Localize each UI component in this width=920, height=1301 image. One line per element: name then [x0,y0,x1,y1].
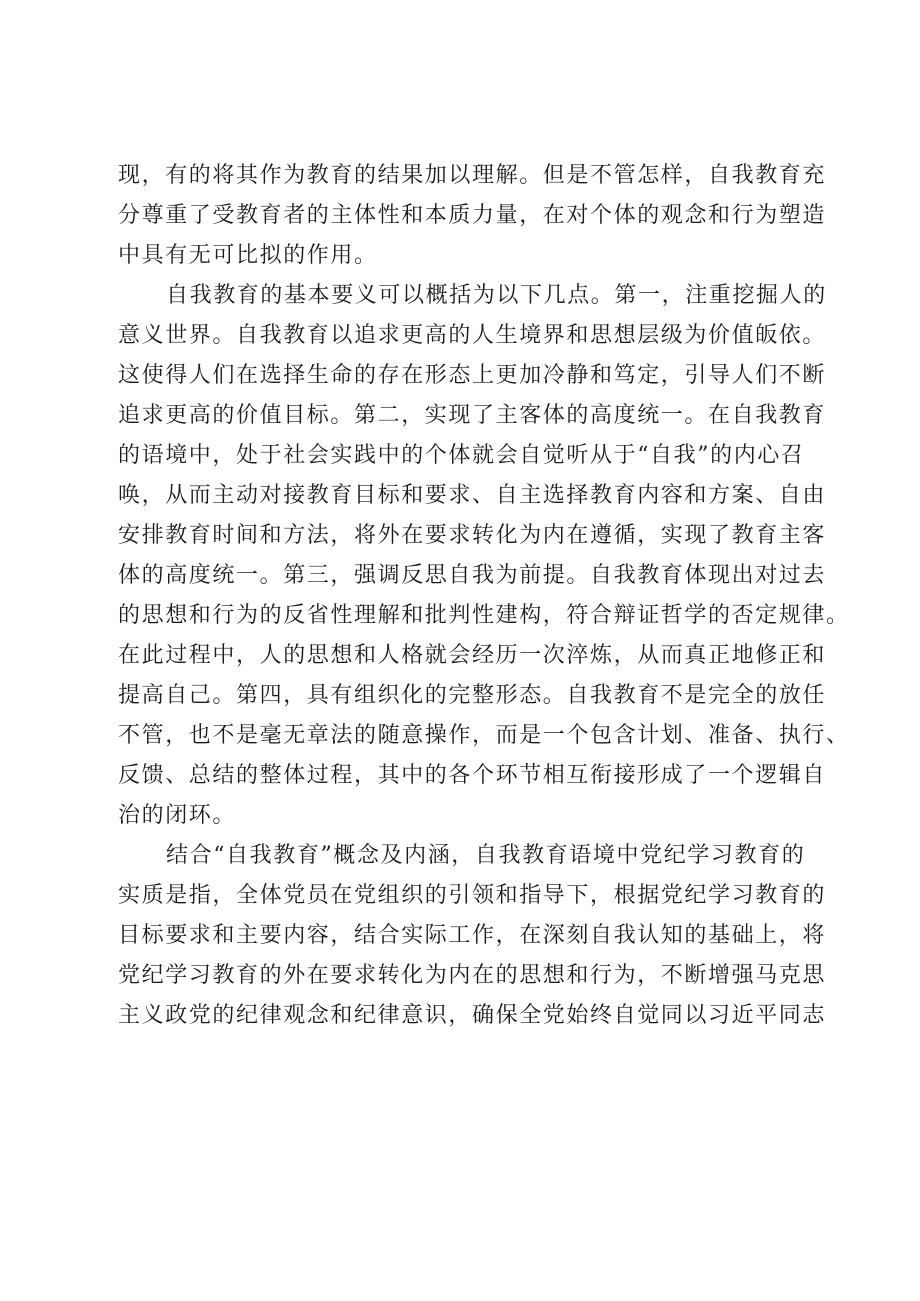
text-line: 现，有的将其作为教育的结果加以理解。但是不管怎样，自我教育充 [118,163,827,188]
text-line: 目标要求和主要内容，结合实际工作，在深刻自我认知的基础上，将 [118,923,827,948]
text-line: 提高自己。第四，具有组织化的完整形态。自我教育不是完全的放任 [118,683,827,708]
paragraph-1 [118,156,827,276]
text-line: 在此过程中，人的思想和人格就会经历一次淬炼，从而真正地修正和 [118,643,827,668]
text-line: 结合“自我教育”概念及内涵，自我教育语境中党纪学习教育的 [166,843,806,868]
text-line: 这使得人们在选择生命的存在形态上更加冷静和笃定，引导人们不断 [118,363,827,388]
text-line: 反馈、总结的整体过程，其中的各个环节相互衔接形成了一个逻辑自 [118,763,827,788]
text-line: 党纪学习教育的外在要求转化为内在的思想和行为，不断增强马克思 [118,963,827,988]
text-line: 追求更高的价值目标。第二，实现了主客体的高度统一。在自我教育 [118,403,827,428]
text-line: 的语境中，处于社会实践中的个体就会自觉听从于“自我”的内心召 [118,443,805,468]
text-line: 治的闭环。 [118,803,237,828]
paragraph-3 [118,836,827,1036]
text-line: 实质是指，全体党员在党组织的引领和指导下，根据党纪学习教育的 [118,883,827,908]
text-line: 主义政党的纪律观念和纪律意识，确保全党始终自觉同以习近平同志 [118,1003,827,1028]
text-line: 安排教育时间和方法，将外在要求转化为内在遵循，实现了教育主客 [118,523,827,548]
document-body [118,156,850,1036]
text-line: 体的高度统一。第三，强调反思自我为前提。自我教育体现出对过去 [118,563,827,588]
text-line: 意义世界。自我教育以追求更高的人生境界和思想层级为价值皈依。 [118,323,827,348]
text-line: 唤，从而主动对接教育目标和要求、自主选择教育内容和方案、自由 [118,483,827,508]
paragraph-2 [118,276,850,836]
text-line: 分尊重了受教育者的主体性和本质力量，在对个体的观念和行为塑造 [118,203,827,228]
text-line: 中具有无可比拟的作用。 [118,243,378,268]
text-line: 不管，也不是毫无章法的随意操作，而是一个包含计划、准备、执行、 [118,723,850,748]
text-line: 的思想和行为的反省性理解和批判性建构，符合辩证哲学的否定规律。 [118,603,850,628]
text-line: 自我教育的基本要义可以概括为以下几点。第一，注重挖掘人的 [166,283,827,308]
